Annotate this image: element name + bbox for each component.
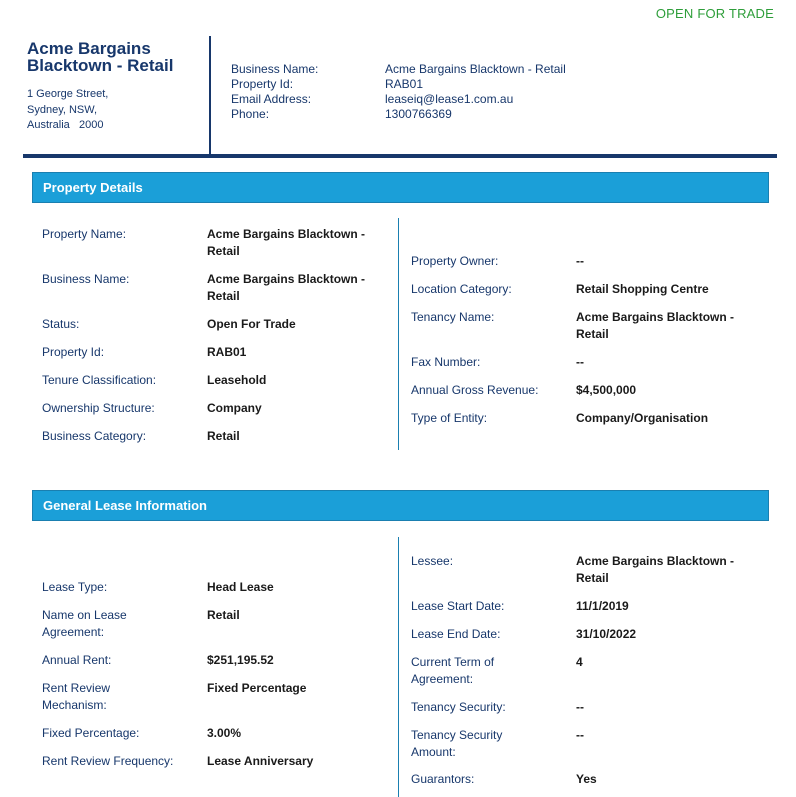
contact-label-business-name: Business Name: xyxy=(231,62,319,76)
pd-label-ownership: Ownership Structure: xyxy=(42,401,155,415)
pd-label-property-name: Property Name: xyxy=(42,227,127,241)
li-label-rent-review-mechanism: Rent Review Mechanism: xyxy=(42,681,111,712)
contact-label-property-id: Property Id: xyxy=(231,77,294,91)
li-value-fixed-percentage: 3.00% xyxy=(207,726,242,740)
pd-label-status: Status: xyxy=(42,317,80,331)
li-label-lessee: Lessee: xyxy=(411,554,454,568)
pd-label-business-category: Business Category: xyxy=(42,429,147,443)
contact-labels xyxy=(231,62,318,122)
contact-value-business-name: Acme Bargains Blacktown - Retail xyxy=(385,62,566,76)
pd-label-annual-gross-revenue: Annual Gross Revenue: xyxy=(411,383,539,397)
pd-value-type-of-entity: Company/Organisation xyxy=(576,411,709,425)
pd-value-tenure: Leasehold xyxy=(207,373,267,387)
li-label-current-term: Current Term of Agreement: xyxy=(411,655,495,686)
property-details-header: Property Details xyxy=(32,172,769,203)
li-label-name-on-lease: Name on Lease Agreement: xyxy=(42,608,127,639)
header-rule xyxy=(23,154,777,158)
li-label-lease-start-date: Lease Start Date: xyxy=(411,599,505,613)
trade-status-label: OPEN FOR TRADE xyxy=(655,6,774,21)
contact-value-property-id: RAB01 xyxy=(385,77,424,91)
li-value-tenancy-security-amount: -- xyxy=(576,728,584,742)
li-value-lease-type: Head Lease xyxy=(207,580,274,594)
pd-value-business-name: Acme Bargains Blacktown - Retail xyxy=(207,272,366,303)
pd-label-fax-number: Fax Number: xyxy=(411,355,481,369)
li-label-tenancy-security-amount: Tenancy Security Amount: xyxy=(411,728,503,759)
li-value-lease-end-date: 31/10/2022 xyxy=(576,627,637,641)
header-divider xyxy=(209,36,211,156)
li-label-rent-review-frequency: Rent Review Frequency: xyxy=(42,754,174,768)
pd-label-type-of-entity: Type of Entity: xyxy=(411,411,488,425)
li-label-lease-end-date: Lease End Date: xyxy=(411,627,501,641)
pd-value-ownership: Company xyxy=(207,401,262,415)
business-address xyxy=(27,87,108,134)
pd-label-property-id: Property Id: xyxy=(42,345,105,359)
pd-label-location-category: Location Category: xyxy=(411,282,512,296)
address-line-1: 1 George Street, xyxy=(27,88,109,100)
contact-value-email[interactable]: leaseiq@lease1.com.au xyxy=(385,92,514,106)
li-value-lessee: Acme Bargains Blacktown - Retail xyxy=(576,554,735,585)
pd-value-property-owner: -- xyxy=(576,254,584,268)
property-details-column-divider xyxy=(398,218,399,450)
address-line-3: Australia 2000 xyxy=(27,119,104,131)
pd-label-tenure: Tenure Classification: xyxy=(42,373,157,387)
li-value-tenancy-security: -- xyxy=(576,700,584,714)
pd-value-property-name: Acme Bargains Blacktown - Retail xyxy=(207,227,366,258)
business-title: Acme Bargains Blacktown - Retail xyxy=(27,39,174,75)
contact-value-phone: 1300766369 xyxy=(385,107,452,121)
pd-value-annual-gross-revenue: $4,500,000 xyxy=(576,383,637,397)
li-value-lease-start-date: 11/1/2019 xyxy=(576,599,629,613)
li-label-fixed-percentage: Fixed Percentage: xyxy=(42,726,140,740)
li-value-current-term: 4 xyxy=(576,655,583,669)
li-value-name-on-lease: Retail xyxy=(207,608,240,622)
pd-value-status: Open For Trade xyxy=(207,317,296,331)
li-value-annual-rent: $251,195.52 xyxy=(207,653,274,667)
contact-label-email: Email Address: xyxy=(231,92,312,106)
pd-value-tenancy-name: Acme Bargains Blacktown - Retail xyxy=(576,310,735,341)
li-value-rent-review-mechanism: Fixed Percentage xyxy=(207,681,307,695)
pd-value-fax-number: -- xyxy=(576,355,584,369)
li-label-guarantors: Guarantors: xyxy=(411,772,475,786)
li-label-lease-type: Lease Type: xyxy=(42,580,108,594)
lease-info-column-divider xyxy=(398,537,399,797)
pd-label-business-name: Business Name: xyxy=(42,272,130,286)
pd-value-business-category: Retail xyxy=(207,429,240,443)
pd-label-property-owner: Property Owner: xyxy=(411,254,499,268)
li-value-guarantors: Yes xyxy=(576,772,597,786)
li-label-tenancy-security: Tenancy Security: xyxy=(411,700,506,714)
li-value-rent-review-frequency: Lease Anniversary xyxy=(207,754,314,768)
contact-label-phone: Phone: xyxy=(231,107,270,121)
contact-values xyxy=(385,62,566,122)
pd-value-property-id: RAB01 xyxy=(207,345,247,359)
lease-info-header: General Lease Information xyxy=(32,490,769,521)
pd-label-tenancy-name: Tenancy Name: xyxy=(411,310,495,324)
pd-value-location-category: Retail Shopping Centre xyxy=(576,282,709,296)
address-line-2: Sydney, NSW, xyxy=(27,103,98,116)
li-label-annual-rent: Annual Rent: xyxy=(42,653,112,667)
